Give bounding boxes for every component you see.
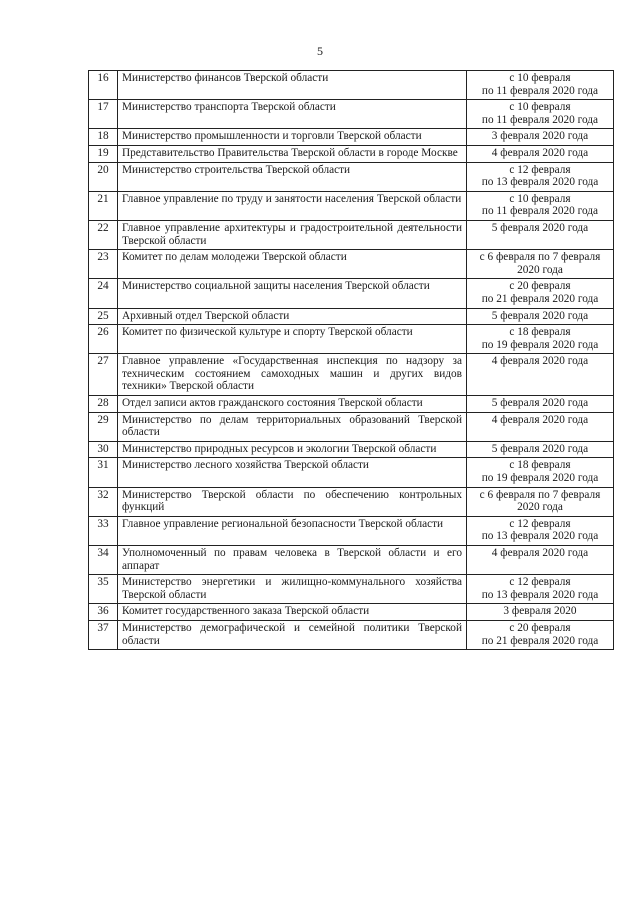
row-number: 22 [89,220,118,249]
date-cell [467,129,614,146]
row-number: 17 [89,100,118,129]
row-number: 16 [89,71,118,100]
date-line: по 13 февраля 2020 года [481,530,599,543]
date-line: 2020 года [517,263,563,276]
table-row [89,279,614,308]
date-line: с 6 февраля по 7 февраля [479,251,601,264]
date-cell [467,575,614,604]
organization-name: Главное управление региональной безопасности Тверской области [118,516,467,545]
table-row [89,516,614,545]
date-line: по 21 февраля 2020 года [481,634,599,647]
organization-name: Министерство лесного хозяйства Тверской области [118,458,467,487]
date-cell [467,396,614,413]
date-line: по 11 февраля 2020 года [481,205,599,218]
table-row [89,71,614,100]
date-line: 5 февраля 2020 года [491,309,589,322]
row-number: 28 [89,396,118,413]
table-row [89,325,614,354]
row-number: 30 [89,441,118,458]
organization-name: Министерство социальной защиты населения Тверской области [118,279,467,308]
date-line: 5 февраля 2020 года [491,221,589,234]
date-line: по 21 февраля 2020 года [481,292,599,305]
row-number: 21 [89,191,118,220]
table-row [89,620,614,649]
row-number: 33 [89,516,118,545]
date-line: 4 февраля 2020 года [491,355,589,368]
date-line: 2020 года [517,501,563,514]
table-row [89,546,614,575]
row-number: 36 [89,604,118,621]
table-row [89,412,614,441]
row-number: 18 [89,129,118,146]
date-cell [467,354,614,396]
table-row [89,575,614,604]
organization-name: Отдел записи актов гражданского состояния Тверской области [118,396,467,413]
date-line: с 18 февраля [509,459,571,472]
date-line: 3 февраля 2020 [503,605,577,618]
date-line: с 6 февраля по 7 февраля [479,488,601,501]
date-cell [467,100,614,129]
table-row [89,162,614,191]
date-line: 4 февраля 2020 года [491,146,589,159]
date-cell [467,487,614,516]
date-line: с 10 февраля [509,101,571,114]
organization-name: Министерство по делам территориальных образований Тверской области [118,412,467,441]
row-number: 19 [89,145,118,162]
table-row [89,129,614,146]
date-cell [467,279,614,308]
row-number: 37 [89,620,118,649]
table-row [89,396,614,413]
date-cell [467,546,614,575]
schedule-table [88,70,614,650]
row-number: 29 [89,412,118,441]
organization-name: Министерство демографической и семейной политики Тверской области [118,620,467,649]
organization-name: Уполномоченный по правам человека в Тверской области и его аппарат [118,546,467,575]
row-number: 23 [89,250,118,279]
date-cell [467,308,614,325]
date-cell [467,162,614,191]
date-cell [467,441,614,458]
row-number: 32 [89,487,118,516]
table-row [89,487,614,516]
organization-name: Министерство строительства Тверской области [118,162,467,191]
date-line: с 20 февраля [509,621,571,634]
date-line: по 11 февраля 2020 года [481,113,599,126]
date-line: по 19 февраля 2020 года [481,338,599,351]
date-line: по 13 февраля 2020 года [481,588,599,601]
date-cell [467,191,614,220]
date-line: с 18 февраля [509,326,571,339]
schedule-table-body [89,71,614,650]
organization-name: Главное управление по труду и занятости населения Тверской области [118,191,467,220]
organization-name: Представительство Правительства Тверской области в городе Москве [118,145,467,162]
organization-name: Архивный отдел Тверской области [118,308,467,325]
organization-name: Министерство Тверской области по обеспечению контрольных функций [118,487,467,516]
date-line: с 12 февраля [509,576,571,589]
row-number: 20 [89,162,118,191]
table-row [89,354,614,396]
date-line: с 12 февраля [509,163,571,176]
table-row [89,191,614,220]
organization-name: Министерство транспорта Тверской области [118,100,467,129]
row-number: 26 [89,325,118,354]
date-line: с 10 февраля [509,192,571,205]
date-line: с 10 февраля [509,72,571,84]
organization-name: Главное управление «Государственная инспекция по надзору за техническим состоянием самоходных машин и других видов техники» Тверской области [118,354,467,396]
date-line: с 20 февраля [509,280,571,293]
table-row [89,604,614,621]
organization-name: Министерство природных ресурсов и экологии Тверской области [118,441,467,458]
date-line: 5 февраля 2020 года [491,397,589,410]
table-row [89,458,614,487]
date-cell [467,412,614,441]
date-cell [467,516,614,545]
date-line: 4 февраля 2020 года [491,547,589,559]
organization-name: Главное управление архитектуры и градостроительной деятельности Тверской области [118,220,467,249]
date-line: по 11 февраля 2020 года [481,84,599,97]
organization-name: Министерство энергетики и жилищно-коммунального хозяйства Тверской области [118,575,467,604]
date-cell [467,220,614,249]
date-cell [467,250,614,279]
date-cell [467,71,614,100]
organization-name: Комитет по физической культуре и спорту Тверской области [118,325,467,354]
table-row [89,100,614,129]
date-line: 5 февраля 2020 года [491,442,589,455]
table-row [89,145,614,162]
date-line: по 19 февраля 2020 года [481,472,599,485]
table-row [89,441,614,458]
date-cell [467,458,614,487]
date-line: 3 февраля 2020 года [491,130,589,143]
date-line: по 13 февраля 2020 года [481,176,599,189]
date-cell [467,325,614,354]
date-line: с 12 февраля [509,517,571,530]
row-number: 24 [89,279,118,308]
row-number: 34 [89,546,118,575]
row-number: 31 [89,458,118,487]
date-cell [467,145,614,162]
date-cell [467,620,614,649]
table-row [89,250,614,279]
table-row [89,308,614,325]
organization-name: Комитет по делам молодежи Тверской области [118,250,467,279]
date-line: 4 февраля 2020 года [491,413,589,426]
organization-name: Министерство финансов Тверской области [118,71,467,100]
row-number: 27 [89,354,118,396]
table-row [89,220,614,249]
row-number: 25 [89,308,118,325]
row-number: 35 [89,575,118,604]
page-number: 5 [317,44,323,58]
organization-name: Комитет государственного заказа Тверской области [118,604,467,621]
organization-name: Министерство промышленности и торговли Тверской области [118,129,467,146]
date-cell [467,604,614,621]
